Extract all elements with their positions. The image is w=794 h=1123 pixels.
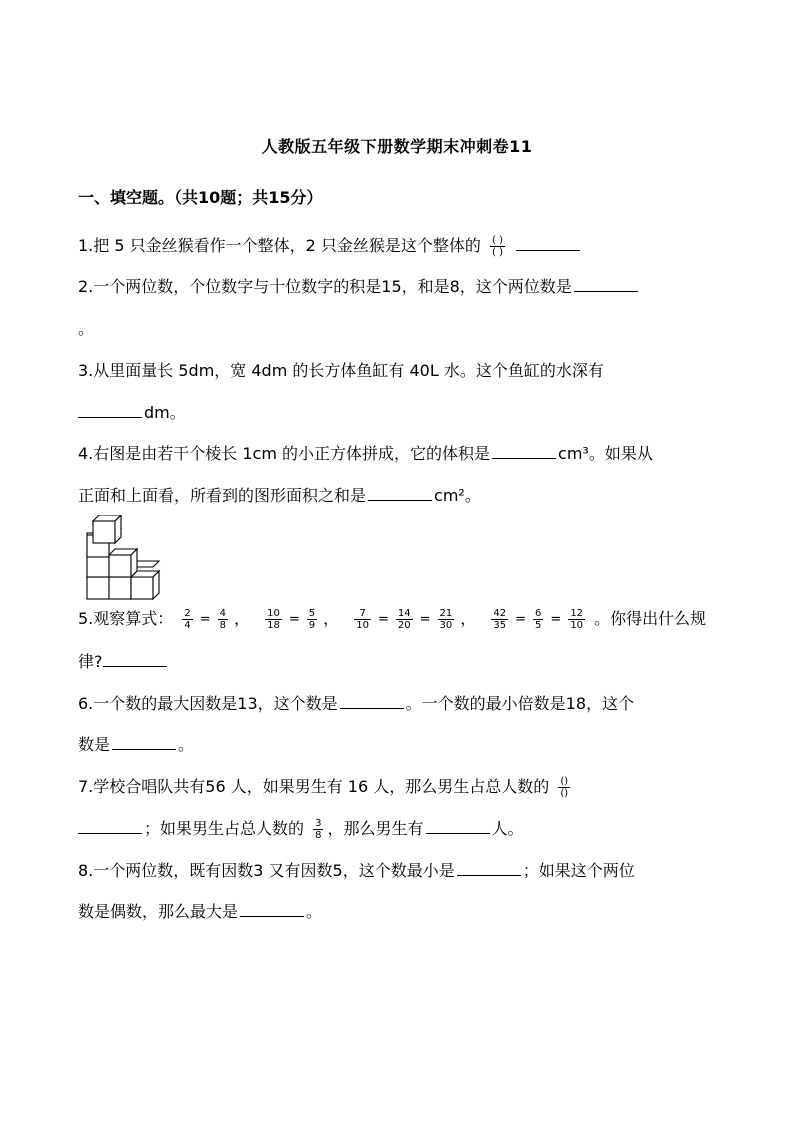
fraction-denominator: 9 — [308, 620, 316, 631]
question-8-end: 。 — [306, 902, 323, 921]
answer-blank[interactable] — [574, 277, 638, 292]
answer-blank[interactable] — [457, 861, 521, 876]
fraction-denominator: ( ) — [491, 247, 503, 258]
fraction-denominator: 10 — [356, 620, 369, 631]
question-2-end: 。 — [78, 319, 95, 338]
question-8-text-2: 数是偶数，那么最大是 — [78, 902, 239, 921]
fraction-blank — [558, 776, 570, 799]
comma: ， — [234, 609, 251, 628]
answer-blank[interactable] — [103, 652, 167, 667]
fraction-numerator: ( ) — [491, 235, 503, 246]
answer-blank[interactable] — [492, 444, 556, 459]
question-5-cont — [78, 651, 169, 673]
answer-blank[interactable] — [78, 819, 142, 834]
answer-blank[interactable] — [112, 735, 176, 750]
question-6 — [78, 693, 634, 715]
equals-sign: = — [199, 611, 211, 627]
fraction-denominator: 8 — [315, 830, 322, 841]
question-7-text: 7.学校合唱队共有56 人，如果男生有 16 人，那么男生占总人数的 — [78, 777, 550, 796]
question-5-prefix: 5.观察算式： — [78, 609, 174, 628]
equals-sign: = — [550, 611, 562, 627]
fraction-blank — [490, 235, 505, 258]
fraction-denominator: () — [560, 788, 569, 799]
question-5-suffix: 。你得出什么规 — [594, 609, 707, 628]
section-heading: 一、填空题。（共10题；共15分） — [78, 188, 323, 207]
equation-group-2 — [261, 608, 350, 631]
fraction-numerator: 14 — [397, 608, 411, 619]
fraction — [313, 818, 323, 841]
page-title: 人教版五年级下册数学期末冲刺卷11 — [261, 137, 533, 156]
question-2-text: 2.一个两位数，个位数字与十位数字的积是15，和是8，这个两位数是 — [78, 277, 572, 296]
comma: ， — [323, 609, 340, 628]
fraction-denominator: 10 — [570, 620, 584, 631]
question-6-text-mid: 。一个数的最小倍数是18，这个 — [405, 694, 635, 713]
question-6-text: 6.一个数的最大因数是13，这个数是 — [78, 694, 338, 713]
question-7-end: 人。 — [491, 819, 524, 838]
question-3 — [78, 360, 604, 382]
question-8-text-mid: ；如果这个两位 — [522, 861, 635, 880]
question-6-text-2: 数是 — [78, 735, 111, 754]
question-3-cont — [78, 402, 186, 424]
answer-blank[interactable] — [240, 902, 304, 917]
question-4-cont — [78, 485, 481, 507]
equation-group-3 — [350, 608, 487, 631]
question-2-cont — [78, 318, 94, 340]
fraction-numerator: 2 — [184, 608, 191, 619]
fraction-numerator: 21 — [439, 608, 453, 619]
fraction-numerator: 10 — [267, 608, 280, 619]
question-6-cont — [78, 734, 194, 756]
equals-sign: = — [515, 611, 527, 627]
cube-stack-figure — [85, 515, 167, 600]
question-4-unit-2: cm²。 — [434, 486, 481, 505]
fraction-numerator: 4 — [219, 608, 227, 619]
fraction-denominator: 8 — [219, 620, 227, 631]
question-5-text-2: 律? — [78, 652, 103, 671]
question-7 — [78, 776, 574, 799]
fraction-denominator: 5 — [535, 620, 542, 631]
question-4 — [78, 443, 653, 465]
question-2 — [78, 276, 640, 298]
answer-blank[interactable] — [516, 236, 580, 251]
fraction-numerator: 5 — [308, 608, 316, 619]
question-4-unit: cm³。如果从 — [558, 444, 653, 463]
answer-blank[interactable] — [368, 486, 432, 501]
fraction-denominator: 35 — [493, 620, 507, 631]
question-1-text: 1.把 5 只金丝猴看作一个整体，2 只金丝猴是这个整体的 — [78, 236, 481, 255]
question-5 — [78, 608, 706, 631]
fraction-denominator: 4 — [184, 620, 191, 631]
question-7-cont — [78, 818, 524, 841]
equation-group-4 — [487, 608, 594, 631]
question-1 — [78, 235, 582, 258]
answer-blank[interactable] — [426, 819, 490, 834]
question-6-end: 。 — [178, 735, 195, 754]
equals-sign: = — [419, 611, 431, 627]
fraction-denominator: 18 — [267, 620, 280, 631]
question-7-text-2: ；如果男生占总人数的 — [144, 819, 305, 838]
fraction-denominator: 30 — [439, 620, 453, 631]
fraction-numerator: 6 — [535, 608, 542, 619]
answer-blank[interactable] — [340, 694, 404, 709]
question-3-unit: dm。 — [144, 403, 186, 422]
fraction-numerator: () — [560, 776, 569, 787]
fraction-numerator: 12 — [570, 608, 584, 619]
equals-sign: = — [378, 611, 389, 627]
question-7-text-3: ，那么男生有 — [327, 819, 424, 838]
question-3-text: 3.从里面量长 5dm，宽 4dm 的长方体鱼缸有 40L 水。这个鱼缸的水深有 — [78, 361, 604, 380]
cube — [109, 549, 137, 577]
comma: ， — [460, 609, 477, 628]
fraction-numerator: 42 — [493, 608, 507, 619]
equation-group-1 — [178, 608, 261, 631]
answer-blank[interactable] — [78, 403, 142, 418]
question-4-text-2: 正面和上面看，所看到的图形面积之和是 — [78, 486, 367, 505]
question-8-text: 8.一个两位数，既有因数3 又有因数5，这个数最小是 — [78, 861, 455, 880]
question-8-cont — [78, 901, 322, 923]
question-8 — [78, 860, 635, 882]
fraction-numerator: 3 — [315, 818, 322, 829]
cube — [87, 555, 109, 577]
equals-sign: = — [288, 611, 300, 627]
question-4-text: 4.右图是由若干个棱长 1cm 的小正方体拼成，它的体积是 — [78, 444, 491, 463]
fraction-denominator: 20 — [397, 620, 411, 631]
fraction-numerator: 7 — [354, 608, 371, 620]
